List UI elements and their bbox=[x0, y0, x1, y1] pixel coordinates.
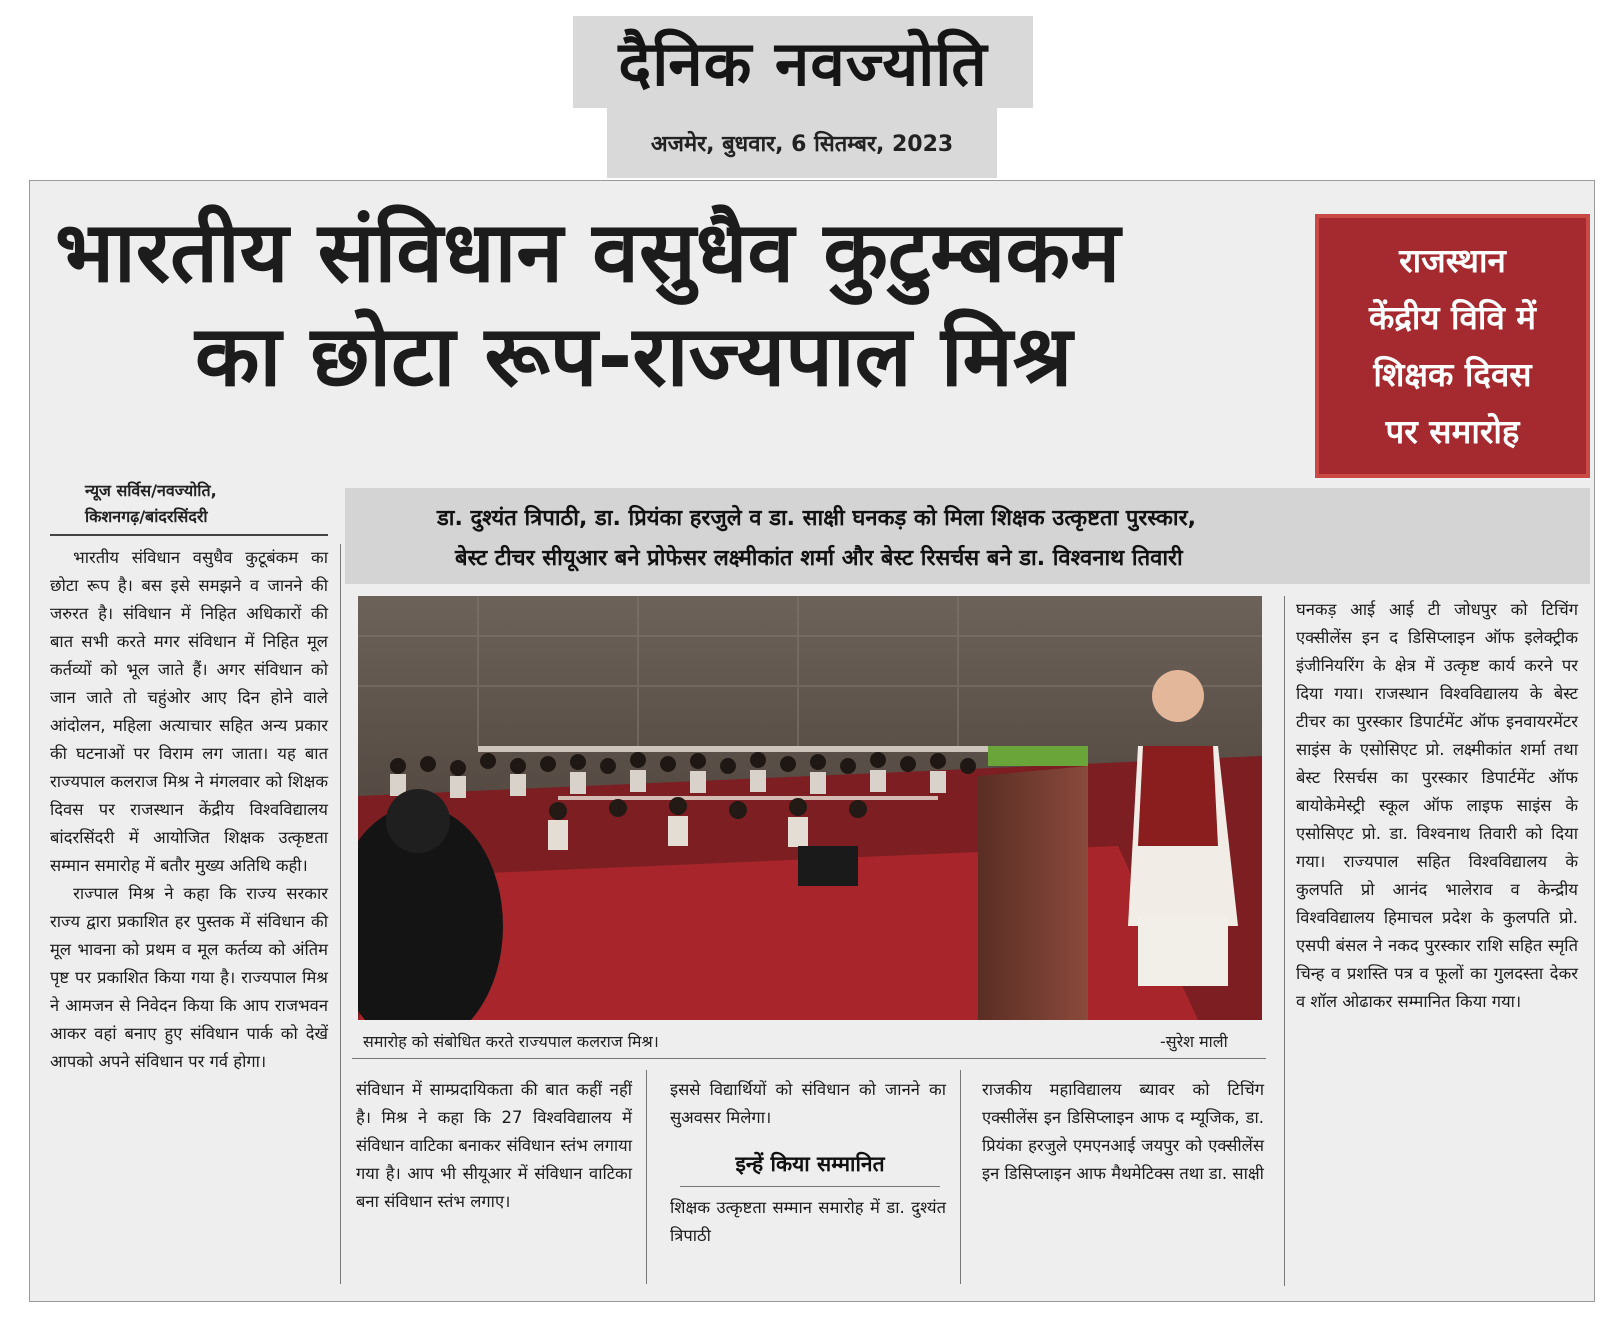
article-column-3b bbox=[670, 1194, 946, 1250]
byline-location: किशनगढ़/बांदरसिंदरी bbox=[85, 507, 208, 526]
kicker-line-2: केंद्रीय विवि में bbox=[1368, 298, 1537, 337]
caption-divider bbox=[352, 1058, 1266, 1059]
section-subheading: इन्हें किया सम्मानित bbox=[735, 1152, 885, 1176]
photo-caption: समारोह को संबोधित करते राज्यपाल कलराज मिश्र। bbox=[363, 1032, 659, 1051]
kicker-box bbox=[1315, 214, 1590, 478]
column-4-text: राजकीय महाविद्यालय ब्यावर को टिचिंग एक्सीलेंस इन डिसिप्लाइन आफ द म्यूजिक, डा. प्रियंका हरजुले एमएनआई जयपुर को एक्सीलेंस इन डिसिप्लाइन आफ मैथमेटिक्स तथा डा. साक्षी bbox=[982, 1080, 1264, 1183]
kicker-line-4: पर समारोह bbox=[1385, 412, 1520, 451]
subheadline-line-2: बेस्ट टीचर सीयूआर बने प्रोफेसर लक्ष्मीकांत शर्मा और बेस्ट रिसर्चस बने डा. विश्वनाथ तिवारी bbox=[455, 546, 1183, 571]
headline-line-1: भारतीय संविधान वसुधैव कुटुम्बकम bbox=[55, 203, 1121, 301]
article-column-3 bbox=[670, 1076, 946, 1132]
column-divider bbox=[1284, 596, 1285, 1286]
byline-agency: न्यूज सर्विस/नवज्योति, bbox=[85, 481, 217, 500]
event-photo bbox=[358, 596, 1262, 1020]
article-column-2 bbox=[356, 1076, 632, 1216]
column-3-text-1: इससे विद्यार्थियों को संविधान को जानने का सुअवसर मिलेगा। bbox=[670, 1080, 946, 1127]
newspaper-masthead: दैनिक नवज्योति bbox=[573, 16, 1033, 108]
column-2-text: संविधान में साम्प्रदायिकता की बात कहीं नहीं है। मिश्र ने कहा कि 27 विश्वविद्यालय में संविधान वाटिका बनाकर संविधान स्तंभ लगाया गया है। आप भी सीयूआर में संविधान वाटिका बना संविधान स्तंभ लगाए। bbox=[356, 1080, 632, 1211]
article-column-5 bbox=[1296, 596, 1578, 1016]
subheadline-band bbox=[345, 488, 1590, 584]
subheadline-line-1: डा. दुश्यंत त्रिपाठी, डा. प्रियंका हरजुले व डा. साक्षी घनकड़ को मिला शिक्षक उत्कृष्टता पुरस्कार, bbox=[437, 506, 1196, 531]
headline-line-2: का छोटा रूप-राज्यपाल मिश्र bbox=[195, 307, 1073, 405]
column-1-paragraph-2: राज्पाल मिश्र ने कहा कि राज्य सरकार राज्य द्वारा प्रकाशित हर पुस्तक में संविधान की मूल भावना को प्रथम व मूल कर्तव्य को अंतिम पृष्ट पर प्रकाशित किया गया है। राज्यपाल मिश्र ने आमजन से निवेदन किया कि आप राजभवन आकर वहां बनाए हुए संविधान पार्क को देखें आपको अपने संविधान पर गर्व होगा। bbox=[50, 884, 328, 1071]
column-3-text-2: शिक्षक उत्कृष्टता सम्मान समारोह में डा. दुश्यंत त्रिपाठी bbox=[670, 1198, 946, 1245]
photo-credit: -सुरेश माली bbox=[1160, 1032, 1228, 1051]
headline bbox=[50, 200, 1280, 408]
article-column-4 bbox=[982, 1076, 1264, 1188]
kicker-line-3: शिक्षक दिवस bbox=[1373, 355, 1532, 394]
column-1-paragraph-1: भारतीय संविधान वसुधैव कुटूबंकम का छोटा रूप है। बस इसे समझने व जानने की जरुरत है। संविधान में निहित अधिकारों की बात सभी करते मगर संविधान में निहित मूल कर्तव्यों को भूल जाते हैं। अगर संविधान को जान जाते तो चहुंओर आए दिन होने वाले आंदोलन, महिला अत्याचार सहित अन्य प्रकार की घटनाओं पर विराम लग जाता। यह बात राज्यपाल कलराज मिश्र ने मंगलवार को शिक्षक दिवस पर राजस्थान केंद्रीय विश्वविद्यालय बांदरसिंदरी में आयोजित शिक्षक उत्कृष्टता सम्मान समारोह में बतौर मुख्य अतिथि कही। bbox=[50, 548, 328, 875]
article-column-1 bbox=[50, 544, 328, 1076]
dateline: अजमेर, बुधवार, 6 सितम्बर, 2023 bbox=[607, 108, 997, 178]
byline-divider bbox=[50, 534, 328, 536]
byline bbox=[85, 478, 335, 530]
column-divider bbox=[646, 1070, 647, 1284]
column-divider bbox=[960, 1070, 961, 1284]
subheading-divider bbox=[680, 1186, 940, 1187]
auditorium-photo-illustration bbox=[358, 596, 1262, 1020]
column-divider bbox=[340, 544, 341, 1284]
kicker-line-1: राजस्थान bbox=[1399, 241, 1506, 280]
column-5-text: घनकड़ आई आई टी जोधपुर को टिचिंग एक्सीलेंस इन द डिसिप्लाइन ऑफ इलेक्ट्रीक इंजीनियरिंग के क्षेत्र में उत्कृष्ट कार्य करने पर दिया गया। राजस्थान विश्वविद्यालय के बेस्ट टीचर का पुरस्कार डिपार्टमेंट ऑफ इनवायरमेंटर साइंस के एसोसिएट प्रो. लक्ष्मीकांत शर्मा तथा बेस्ट रिसर्चस का पुरस्कार डिपार्टमेंट ऑफ बायोकेमेस्ट्री स्कूल ऑफ लाइफ साइंस के एसोसिएट प्रो. डा. विश्वनाथ तिवारी को दिया गया। राज्यपाल सहित विश्वविद्यालय के कुलपति प्रो आनंद भालेराव व केन्द्रीय विश्वविद्यालय हिमाचल प्रदेश के कुलपति प्रो. एसपी बंसल ने नकद पुरस्कार राशि सहित स्मृति चिन्ह व प्रशस्ति पत्र व फूलों का गुलदस्ता देकर व शॉल ओढाकर सम्मानित किया गया। bbox=[1296, 600, 1578, 1011]
